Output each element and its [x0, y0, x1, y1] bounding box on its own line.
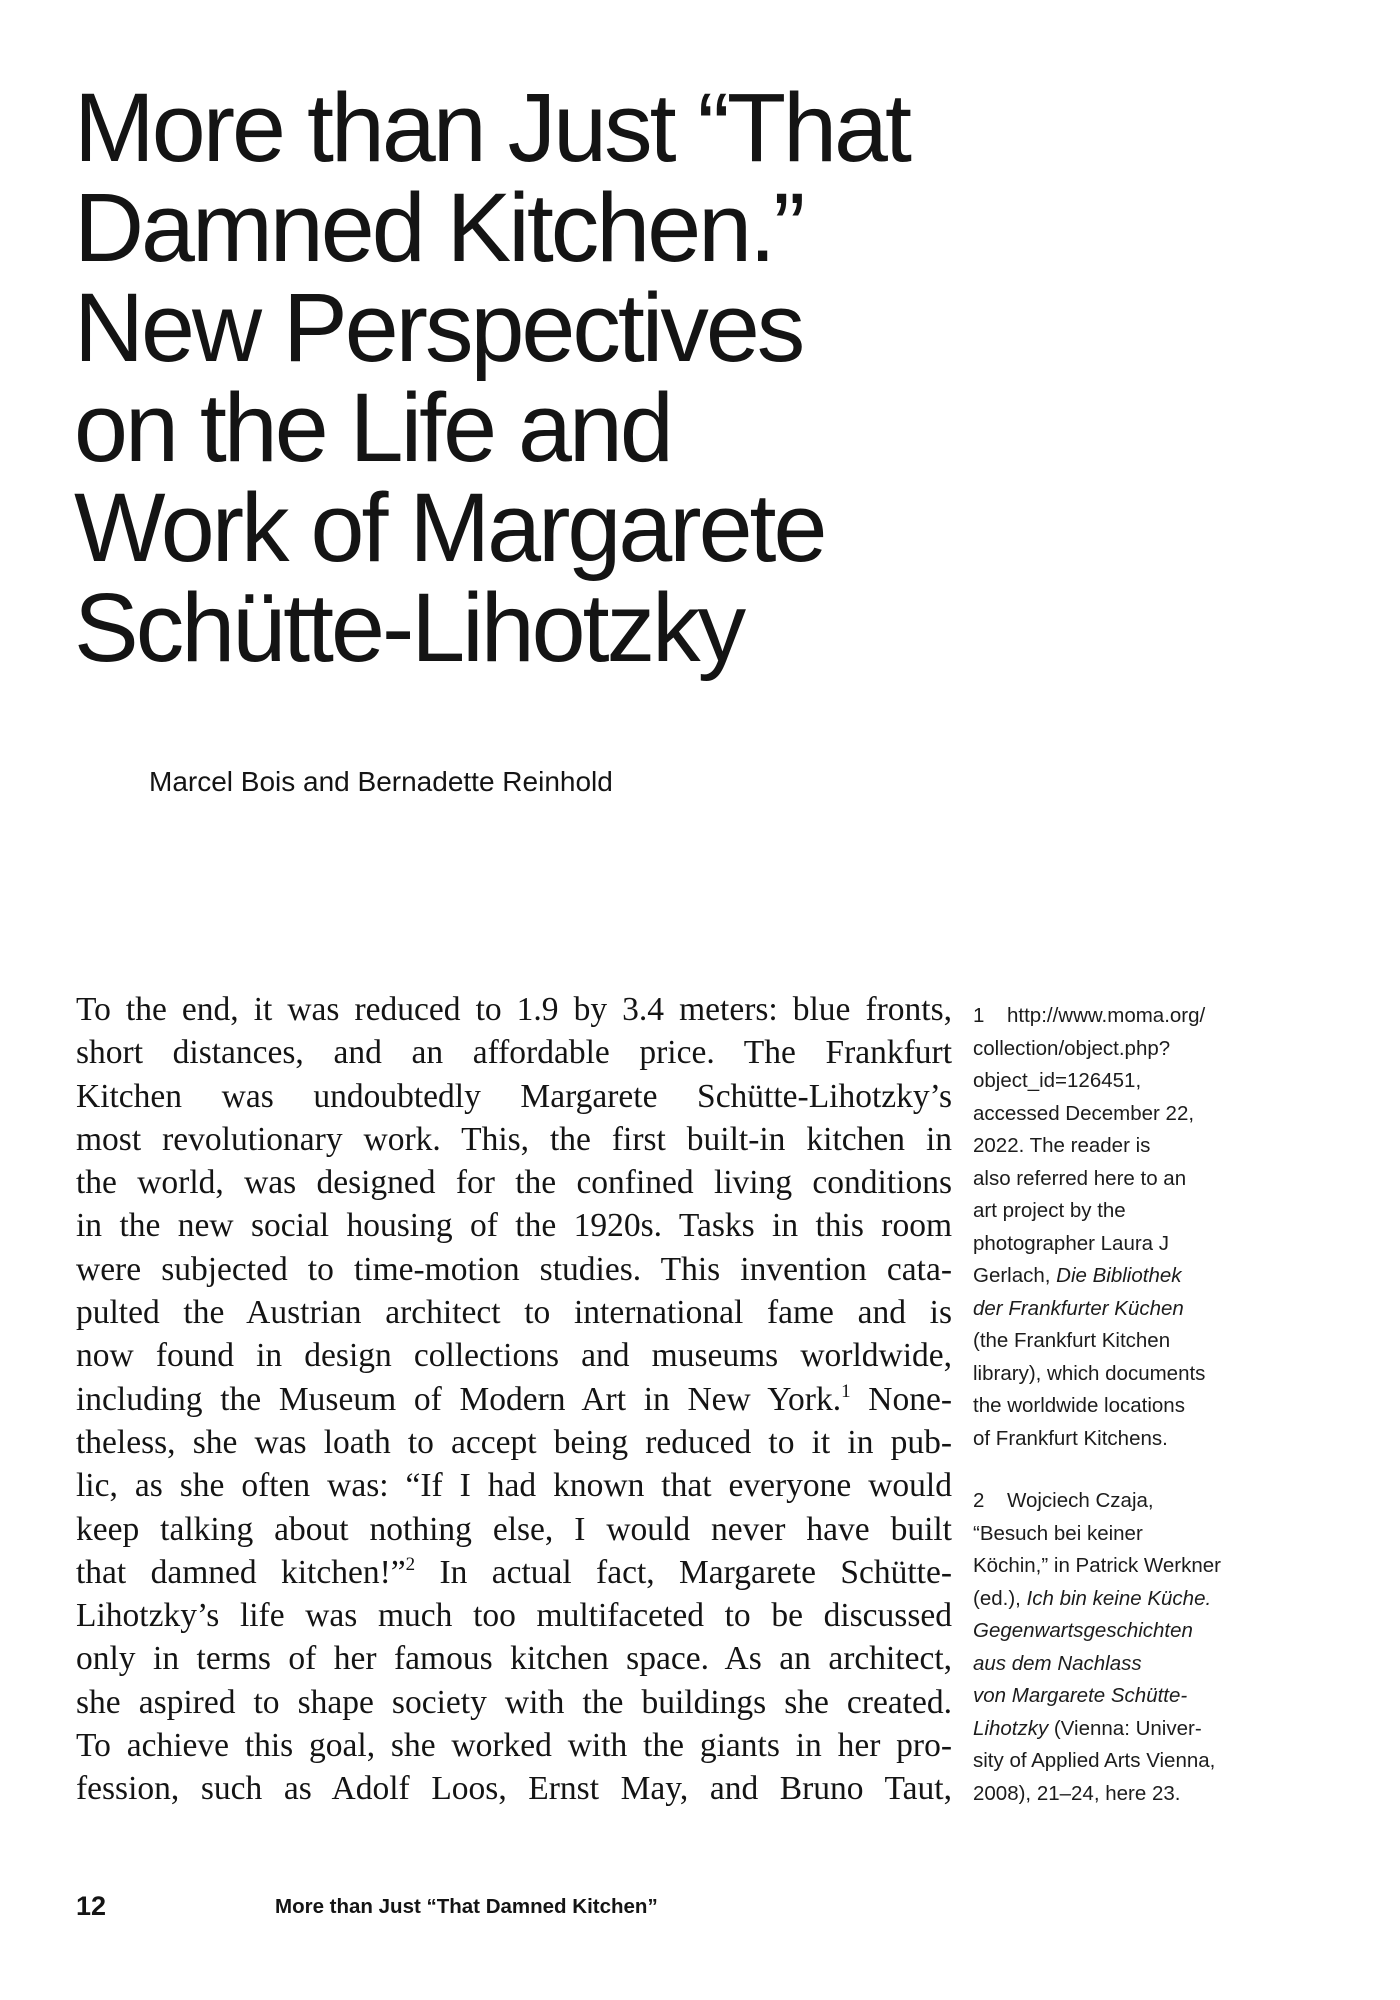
footnote-italic-title: Ich bin keine Küche.: [1026, 1586, 1212, 1610]
body-line: Lihotzky’s life was much too multifaceted to be discussed: [76, 1597, 952, 1635]
footnote-line: (the Frankfurt Kitchen: [973, 1329, 1171, 1352]
body-line: To the end, it was reduced to 1.9 by 3.4 meters: blue fronts,: [76, 991, 952, 1028]
footnote-line: [973, 1000, 1253, 1033]
footnote-url[interactable]: http://www.moma.org/: [1007, 1004, 1206, 1027]
body-line: Kitchen was undoubtedly Margarete Schütte-Lihotzky’s: [76, 1077, 952, 1115]
body-line: pulted the Austrian architect to international fame and is: [76, 1294, 952, 1332]
footnote-line: of Frankfurt Kitchens.: [973, 1426, 1168, 1450]
body-paragraph: [76, 988, 952, 1811]
body-line: fession, such as Adolf Loos, Ernst May, and Bruno Taut,: [76, 1770, 952, 1808]
footnote-line: object_id=126451,: [973, 1069, 1142, 1092]
footnote-line: 2022. The reader is: [973, 1134, 1151, 1157]
body-line: only in terms of her famous kitchen space. As an architect,: [76, 1640, 952, 1678]
footnote-2: [973, 1485, 1253, 1810]
body-text-segment: In actual fact, Margarete Schütte-: [415, 1553, 953, 1591]
footnote-reference-2[interactable]: 2: [405, 1553, 416, 1575]
footnote-italic-title: Lihotzky: [973, 1716, 1049, 1740]
footnote-italic-title: Die Bibliothek: [1056, 1264, 1182, 1287]
running-head: More than Just “That Damned Kitchen”: [275, 1895, 658, 1918]
article-title: [74, 73, 1034, 682]
body-line: lic, as she often was: “If I had known that everyone would: [76, 1467, 952, 1505]
body-line: now found in design collections and museums worldwide,: [76, 1337, 952, 1375]
footnote-line: Köchin,” in Patrick Werkner: [973, 1554, 1221, 1577]
footnote-line: 2008), 21–24, here 23.: [973, 1781, 1181, 1805]
body-line: in the new social housing of the 1920s. Tasks in this room: [76, 1207, 952, 1245]
body-line: most revolutionary work. This, the first built-in kitchen in: [76, 1120, 952, 1158]
footnote-line: [973, 1485, 1253, 1518]
footnote-line: [973, 1260, 1253, 1293]
footnote-line: accessed December 22,: [973, 1101, 1195, 1125]
footnote-1: [973, 1000, 1253, 1455]
body-line: short distances, and an affordable price. The Frankfurt: [76, 1034, 952, 1072]
title-line: More than Just “That: [74, 73, 909, 182]
page-number: 12: [76, 1891, 107, 1921]
footnotes-column: [973, 1000, 1253, 1810]
body-text-segment: None-: [850, 1380, 953, 1418]
footnote-line: von Margarete Schütte-: [973, 1684, 1188, 1707]
footnote-text-segment: Gerlach,: [973, 1264, 1057, 1287]
footnote-number: 1: [973, 1004, 985, 1027]
body-line: To achieve this goal, she worked with the giants in her pro-: [76, 1727, 952, 1765]
footnote-line: library), which documents: [973, 1361, 1206, 1385]
footnote-number: 2: [973, 1489, 985, 1512]
title-line: on the Life and: [74, 373, 671, 482]
footnote-line: aus dem Nachlass: [973, 1651, 1142, 1675]
footnote-line: [973, 1713, 1253, 1746]
body-line: keep talking about nothing else, I would never have built: [76, 1510, 952, 1548]
footnote-line: Gegenwartsgeschichten: [973, 1619, 1193, 1642]
footnote-reference-1[interactable]: 1: [841, 1380, 851, 1402]
body-line: the world, was designed for the confined living conditions: [76, 1164, 952, 1202]
body-text-segment: including the Museum of Modern Art in New York.: [76, 1380, 842, 1418]
body-text-segment: that damned kitchen!”: [76, 1553, 406, 1591]
footnote-text-segment: (ed.),: [973, 1586, 1027, 1610]
footnote-line: photographer Laura J: [973, 1231, 1170, 1255]
body-line: theless, she was loath to accept being reduced to it in pub-: [76, 1423, 952, 1461]
footnote-line: “Besuch bei keiner: [973, 1521, 1143, 1545]
footnote-line: sity of Applied Arts Vienna,: [973, 1749, 1216, 1772]
body-line: [76, 1551, 952, 1594]
footnote-line: collection/object.php?: [973, 1036, 1171, 1060]
title-line: New Perspectives: [74, 273, 803, 382]
footnote-text-segment: (Vienna: Univer-: [1048, 1716, 1202, 1740]
title-line: Work of Margarete: [74, 473, 825, 582]
body-line: [76, 1378, 952, 1421]
title-line: Damned Kitchen.”: [74, 173, 803, 282]
footnote-line: also referred here to an: [973, 1166, 1187, 1190]
footnote-line: art project by the: [973, 1199, 1126, 1222]
footnote-text-segment: Wojciech Czaja,: [1007, 1489, 1154, 1512]
article-authors: Marcel Bois and Bernadette Reinhold: [149, 766, 613, 797]
footnote-line: the worldwide locations: [973, 1394, 1185, 1417]
body-line: she aspired to shape society with the buildings she created.: [76, 1683, 952, 1721]
body-line: were subjected to time-motion studies. This invention cata-: [76, 1250, 952, 1288]
footnote-line: [973, 1583, 1253, 1616]
footnote-line: der Frankfurter Küchen: [973, 1296, 1184, 1320]
title-line: Schütte-Lihotzky: [74, 573, 744, 682]
